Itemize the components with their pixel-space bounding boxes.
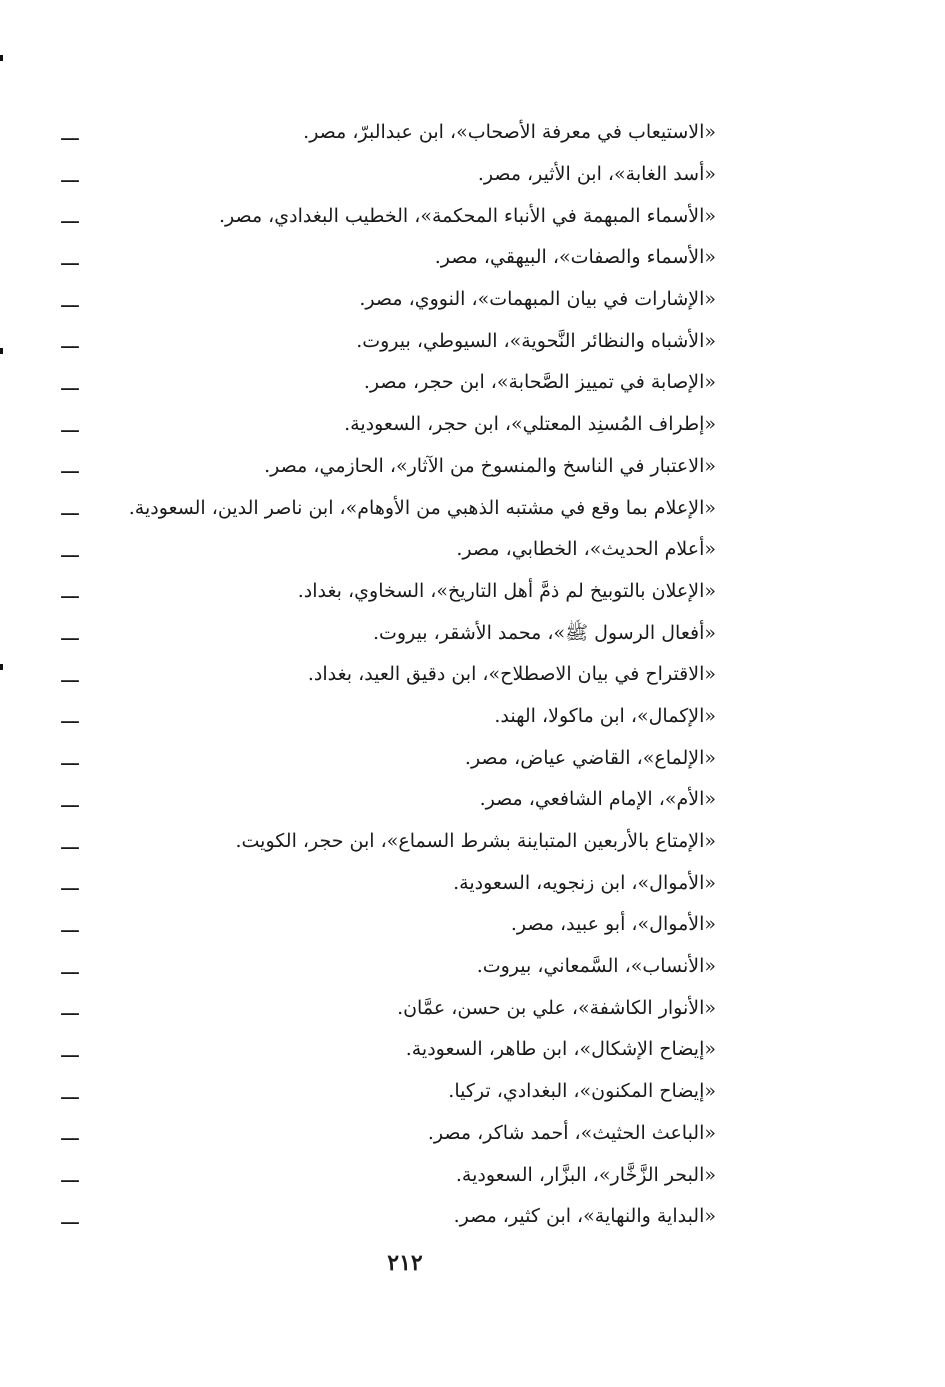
- list-item: [60, 195, 770, 237]
- entry-text: «الإشارات في بيان المبهمات»، النووي، مصر.: [359, 288, 716, 311]
- list-dash: ـــ: [61, 162, 79, 187]
- entry-text: «البحر الزَّخَّار»، البزَّار، السعودية.: [455, 1163, 716, 1186]
- list-item: [60, 112, 770, 154]
- entry-text: «إيضاح المكنون»، البغدادي، تركيا.: [448, 1080, 716, 1103]
- entry-text: «الأنوار الكاشفة»، علي بن حسن، عمَّان.: [397, 996, 716, 1019]
- list-item: [60, 1196, 770, 1238]
- entry-text: «الإكمال»، ابن ماكولا، الهند.: [494, 704, 716, 727]
- list-item: [60, 612, 770, 654]
- list-dash: ـــ: [61, 454, 79, 479]
- list-item: [60, 404, 770, 446]
- list-dash: ـــ: [61, 704, 79, 729]
- list-item: [60, 1071, 770, 1113]
- entry-text: «الأم»، الإمام الشافعي، مصر.: [479, 788, 716, 811]
- list-dash: ـــ: [61, 1163, 79, 1188]
- list-dash: ـــ: [61, 996, 79, 1021]
- entry-text: «الاستيعاب في معرفة الأصحاب»، ابن عبدالبرّ، مصر.: [303, 121, 716, 144]
- list-item: [60, 1113, 770, 1155]
- list-dash: ـــ: [61, 746, 79, 771]
- list-item: [60, 737, 770, 779]
- list-dash: ـــ: [61, 829, 79, 854]
- entry-text: «الأشباه والنظائر النَّحوية»، السيوطي، بيروت.: [356, 329, 716, 352]
- entry-text: «الإلماع»، القاضي عياض، مصر.: [464, 746, 716, 769]
- scan-edge-mark: [0, 348, 3, 354]
- scan-edge-mark: [0, 664, 3, 670]
- list-dash: ـــ: [61, 370, 79, 395]
- list-item: [60, 862, 770, 904]
- entry-text: «أسد الغابة»، ابن الأثير، مصر.: [477, 163, 716, 186]
- list-dash: ـــ: [61, 1204, 79, 1229]
- list-item: [60, 362, 770, 404]
- entry-text: «الإعلام بما وقع في مشتبه الذهبي من الأوهام»، ابن ناصر الدين، السعودية.: [128, 496, 716, 519]
- list-item: [60, 487, 770, 529]
- list-dash: ـــ: [61, 662, 79, 687]
- entry-text: «الاقتراح في بيان الاصطلاح»، ابن دقيق العيد، بغداد.: [307, 663, 716, 686]
- list-item: [60, 279, 770, 321]
- entry-text: «الباعث الحثيث»، أحمد شاكر، مصر.: [427, 1121, 716, 1144]
- list-dash: ـــ: [61, 1121, 79, 1146]
- entry-text: «الإصابة في تمييز الصَّحابة»، ابن حجر، مصر.: [363, 371, 716, 394]
- list-dash: ـــ: [61, 579, 79, 604]
- list-dash: ـــ: [61, 1079, 79, 1104]
- list-dash: ـــ: [61, 1037, 79, 1062]
- list-item: [60, 904, 770, 946]
- list-item: [60, 1029, 770, 1071]
- entry-text: «أعلام الحديث»، الخطابي، مصر.: [456, 538, 716, 561]
- list-item: [60, 779, 770, 821]
- list-dash: ـــ: [61, 912, 79, 937]
- list-dash: ـــ: [61, 287, 79, 312]
- bibliography-list: [60, 112, 770, 1238]
- list-dash: ـــ: [61, 329, 79, 354]
- list-dash: ـــ: [61, 787, 79, 812]
- entry-text: «إطراف المُسنِد المعتلي»، ابن حجر، السعودية.: [344, 413, 716, 436]
- entry-text: «الأنساب»، السَّمعاني، بيروت.: [476, 955, 716, 978]
- list-item: [60, 946, 770, 988]
- entry-text: «إيضاح الإشكال»، ابن طاهر، السعودية.: [405, 1038, 716, 1061]
- page-number: ٢١٢: [387, 1250, 423, 1276]
- list-dash: ـــ: [61, 245, 79, 270]
- list-dash: ـــ: [61, 496, 79, 521]
- list-dash: ـــ: [61, 412, 79, 437]
- scan-edge-mark: [0, 55, 3, 61]
- list-item: [60, 654, 770, 696]
- entry-text: «الأموال»، أبو عبيد، مصر.: [510, 913, 716, 936]
- list-dash: ـــ: [61, 120, 79, 145]
- entry-text: «الاعتبار في الناسخ والمنسوخ من الآثار»، الحازمي، مصر.: [264, 454, 716, 477]
- list-item: [60, 446, 770, 488]
- entry-text: «البداية والنهاية»، ابن كثير، مصر.: [453, 1205, 716, 1228]
- list-dash: ـــ: [61, 204, 79, 229]
- list-item: [60, 320, 770, 362]
- entry-text: «الإعلان بالتوبيخ لم ذمَّ أهل التاريخ»، السخاوي، بغداد.: [297, 579, 716, 602]
- list-item: [60, 529, 770, 571]
- entry-text: «الأسماء المبهمة في الأنباء المحكمة»، الخطيب البغدادي، مصر.: [218, 204, 716, 227]
- entry-text: «الإمتاع بالأربعين المتباينة بشرط السماع»، ابن حجر، الكويت.: [235, 830, 716, 853]
- list-item: [60, 696, 770, 738]
- entry-text: «الأموال»، ابن زنجويه، السعودية.: [453, 871, 716, 894]
- list-item: [60, 821, 770, 863]
- list-item: [60, 987, 770, 1029]
- list-item: [60, 1154, 770, 1196]
- list-dash: ـــ: [61, 537, 79, 562]
- entry-text: «أفعال الرسول ﷺ»، محمد الأشقر، بيروت.: [372, 621, 716, 644]
- list-item: [60, 237, 770, 279]
- list-dash: ـــ: [61, 954, 79, 979]
- list-dash: ـــ: [61, 871, 79, 896]
- list-dash: ـــ: [61, 621, 79, 646]
- entry-text: «الأسماء والصفات»، البيهقي، مصر.: [434, 246, 716, 269]
- list-item: [60, 154, 770, 196]
- list-item: [60, 571, 770, 613]
